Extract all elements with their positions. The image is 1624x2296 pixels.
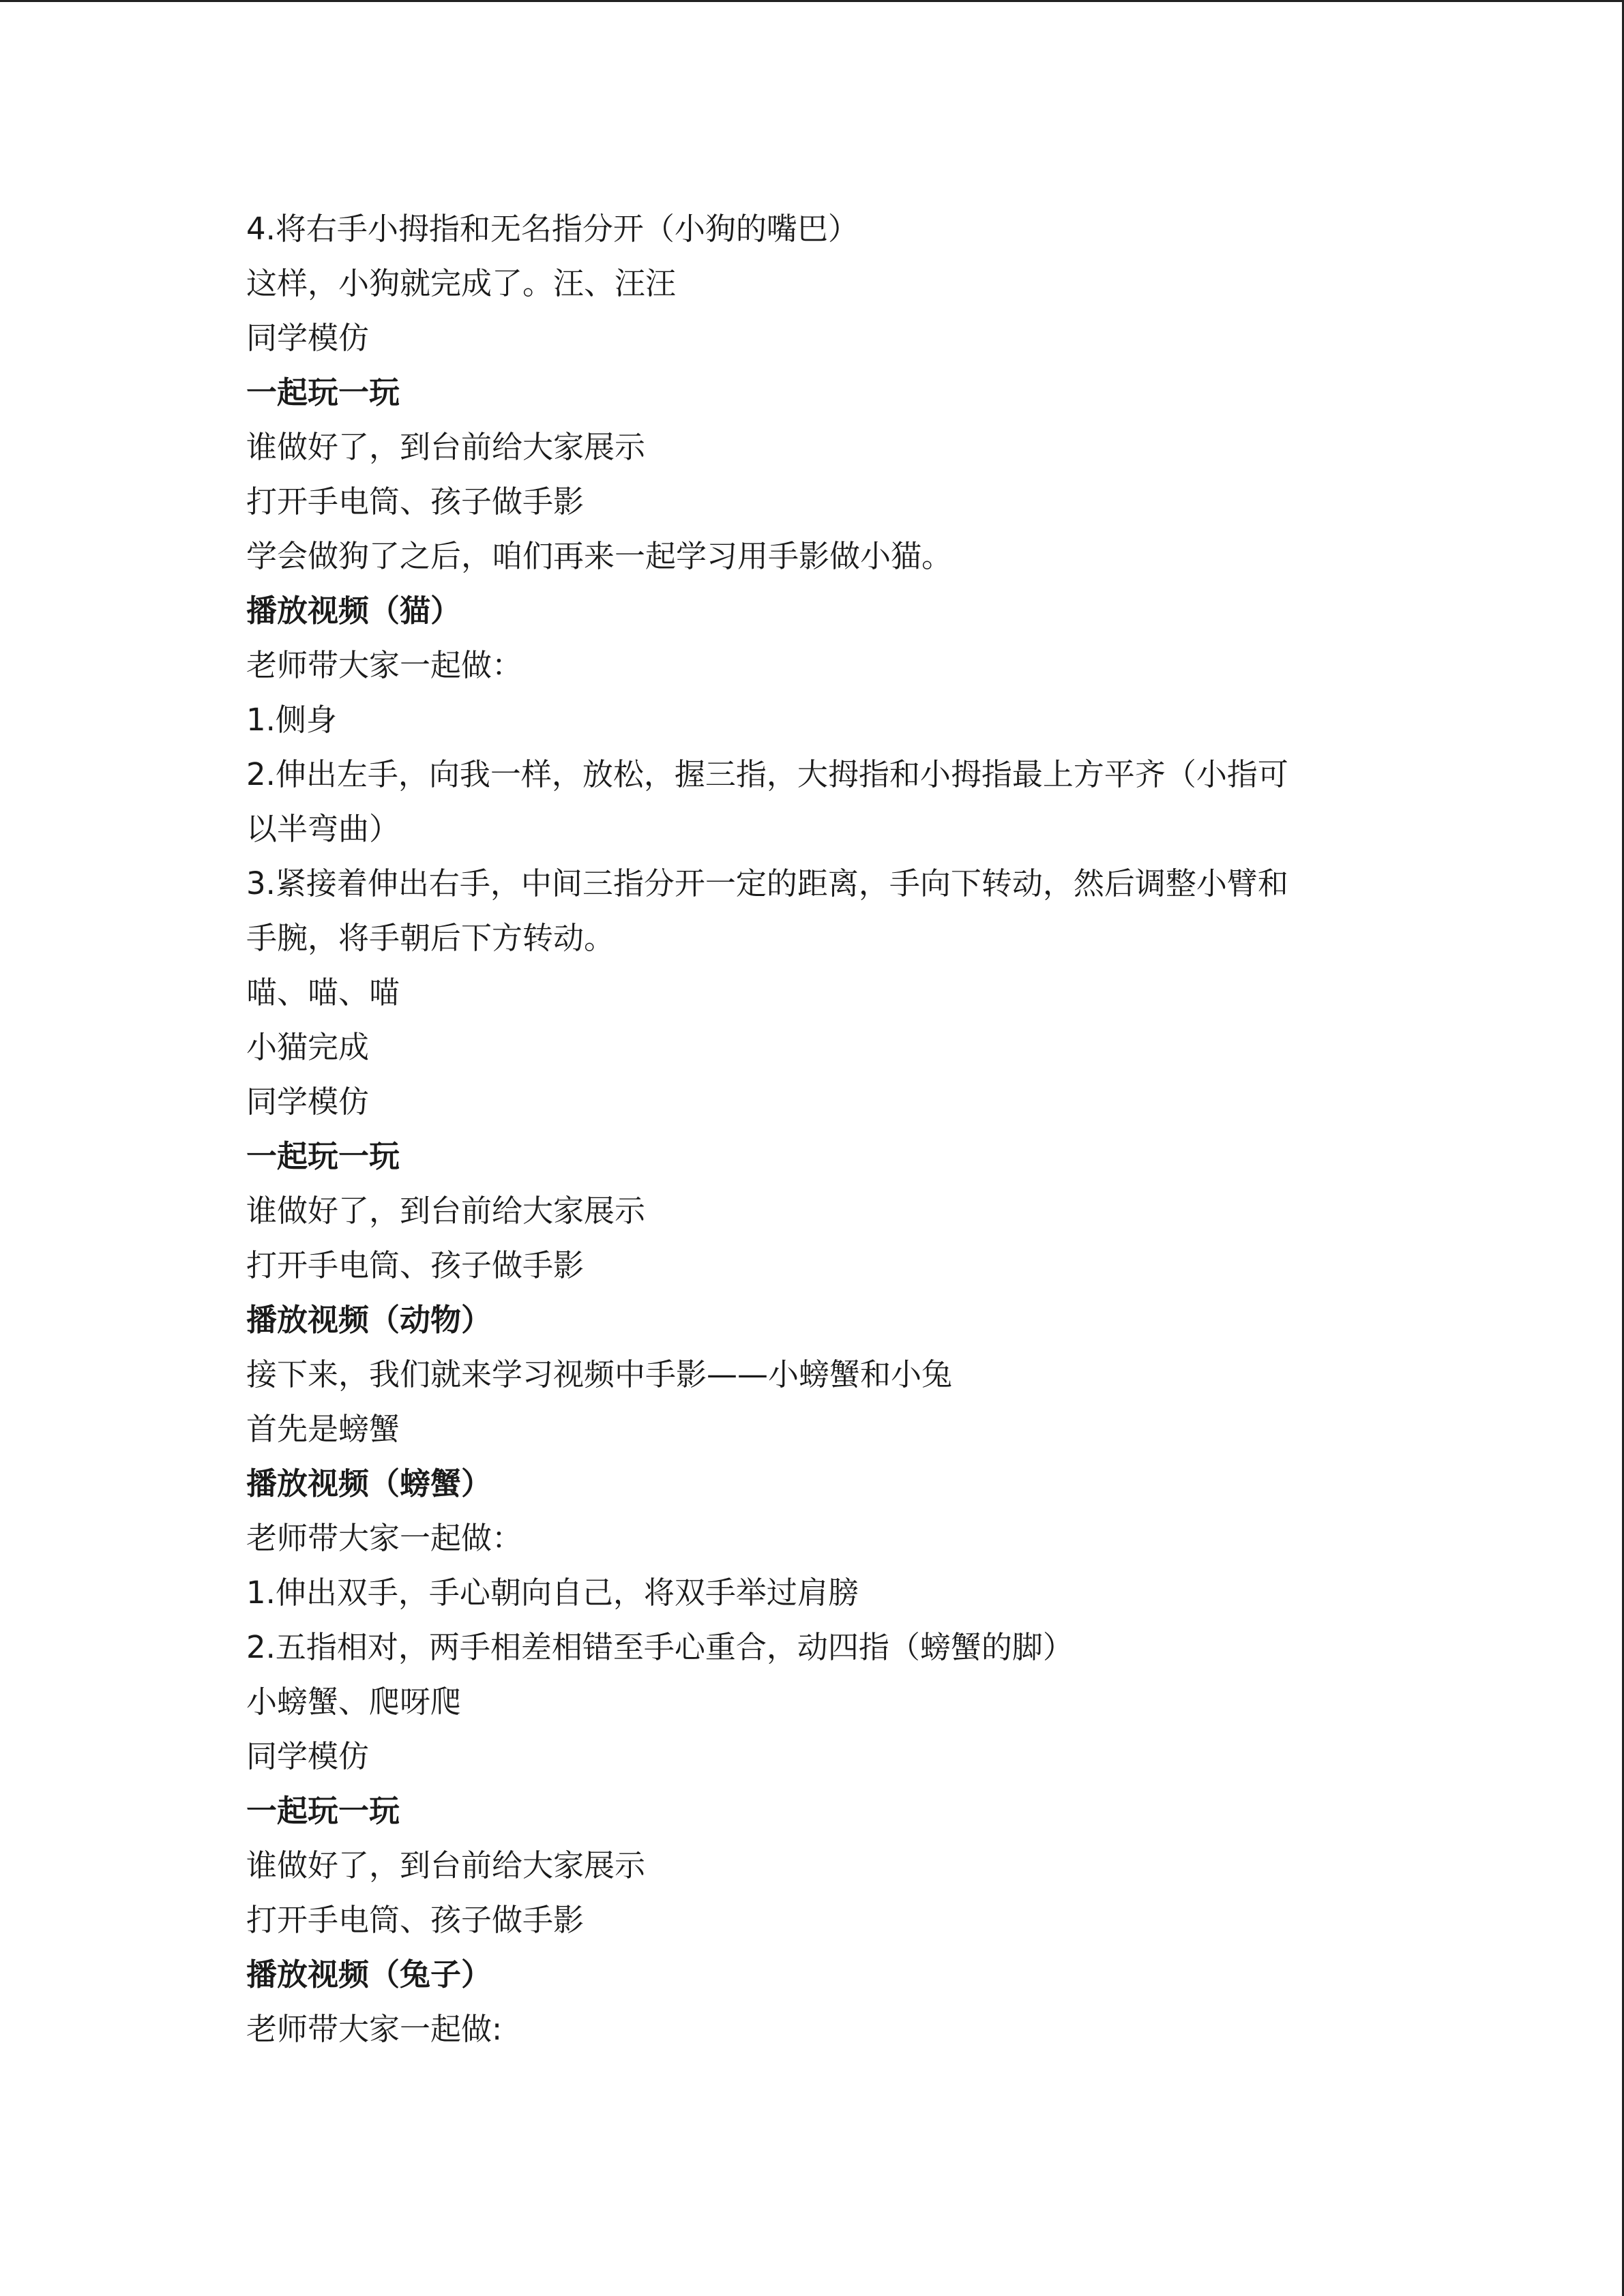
flashlight-shadow: 打开手电筒、孩子做手影 <box>246 1902 585 1938</box>
step-dog-mouth: 4.将右手小拇指和无名指分开（小狗的嘴巴） <box>246 211 859 247</box>
cat-step-2-cont: 以半弯曲） <box>246 811 400 847</box>
cat-complete: 小猫完成 <box>246 1029 370 1065</box>
page-top-border <box>0 0 1624 2</box>
crab-step-2: 2.五指相对，两手相差相错至手心重合，动四指（螃蟹的脚） <box>246 1629 1074 1665</box>
document-body <box>246 202 1365 2057</box>
teacher-leads: 老师带大家一起做： <box>246 647 523 683</box>
cat-step-3-cont: 手腕，将手朝后下方转动。 <box>246 920 615 956</box>
show-to-class: 谁做好了，到台前给大家展示 <box>246 1193 646 1229</box>
students-imitate: 同学模仿 <box>246 320 370 356</box>
crab-first: 首先是螃蟹 <box>246 1411 400 1447</box>
flashlight-shadow: 打开手电筒、孩子做手影 <box>246 1247 585 1283</box>
section-heading-play: 一起玩一玩 <box>246 1793 400 1829</box>
section-heading-video-crab: 播放视频（螃蟹） <box>246 1465 492 1502</box>
cat-sound: 喵、喵、喵 <box>246 974 400 1011</box>
transition-to-cat: 学会做狗了之后，咱们再来一起学习用手影做小猫。 <box>246 538 953 574</box>
crab-step-1: 1.伸出双手，手心朝向自己，将双手举过肩膀 <box>246 1575 859 1611</box>
teacher-leads: 老师带大家一起做： <box>246 1520 523 1556</box>
section-heading-play: 一起玩一玩 <box>246 1138 400 1174</box>
section-heading-video-animals: 播放视频（动物） <box>246 1302 492 1338</box>
section-heading-video-cat: 播放视频（猫） <box>246 593 462 629</box>
section-heading-play: 一起玩一玩 <box>246 374 400 411</box>
cat-step-2: 2.伸出左手，向我一样，放松，握三指，大拇指和小拇指最上方平齐（小指可 <box>246 756 1288 792</box>
intro-crab-rabbit: 接下来，我们就来学习视频中手影——小螃蟹和小兔 <box>246 1356 953 1392</box>
show-to-class: 谁做好了，到台前给大家展示 <box>246 429 646 465</box>
show-to-class: 谁做好了，到台前给大家展示 <box>246 1847 646 1883</box>
section-heading-video-rabbit: 播放视频（兔子） <box>246 1956 492 1993</box>
flashlight-shadow: 打开手电筒、孩子做手影 <box>246 483 585 520</box>
students-imitate: 同学模仿 <box>246 1738 370 1774</box>
cat-step-3: 3.紧接着伸出右手，中间三指分开一定的距离，手向下转动，然后调整小臂和 <box>246 865 1288 901</box>
dog-complete-text: 这样，小狗就完成了。汪、汪汪 <box>246 265 677 301</box>
crab-crawl: 小螃蟹、爬呀爬 <box>246 1684 462 1720</box>
cat-step-1: 1.侧身 <box>246 702 337 738</box>
teacher-leads: 老师带大家一起做: <box>246 2011 503 2047</box>
students-imitate: 同学模仿 <box>246 1084 370 1120</box>
